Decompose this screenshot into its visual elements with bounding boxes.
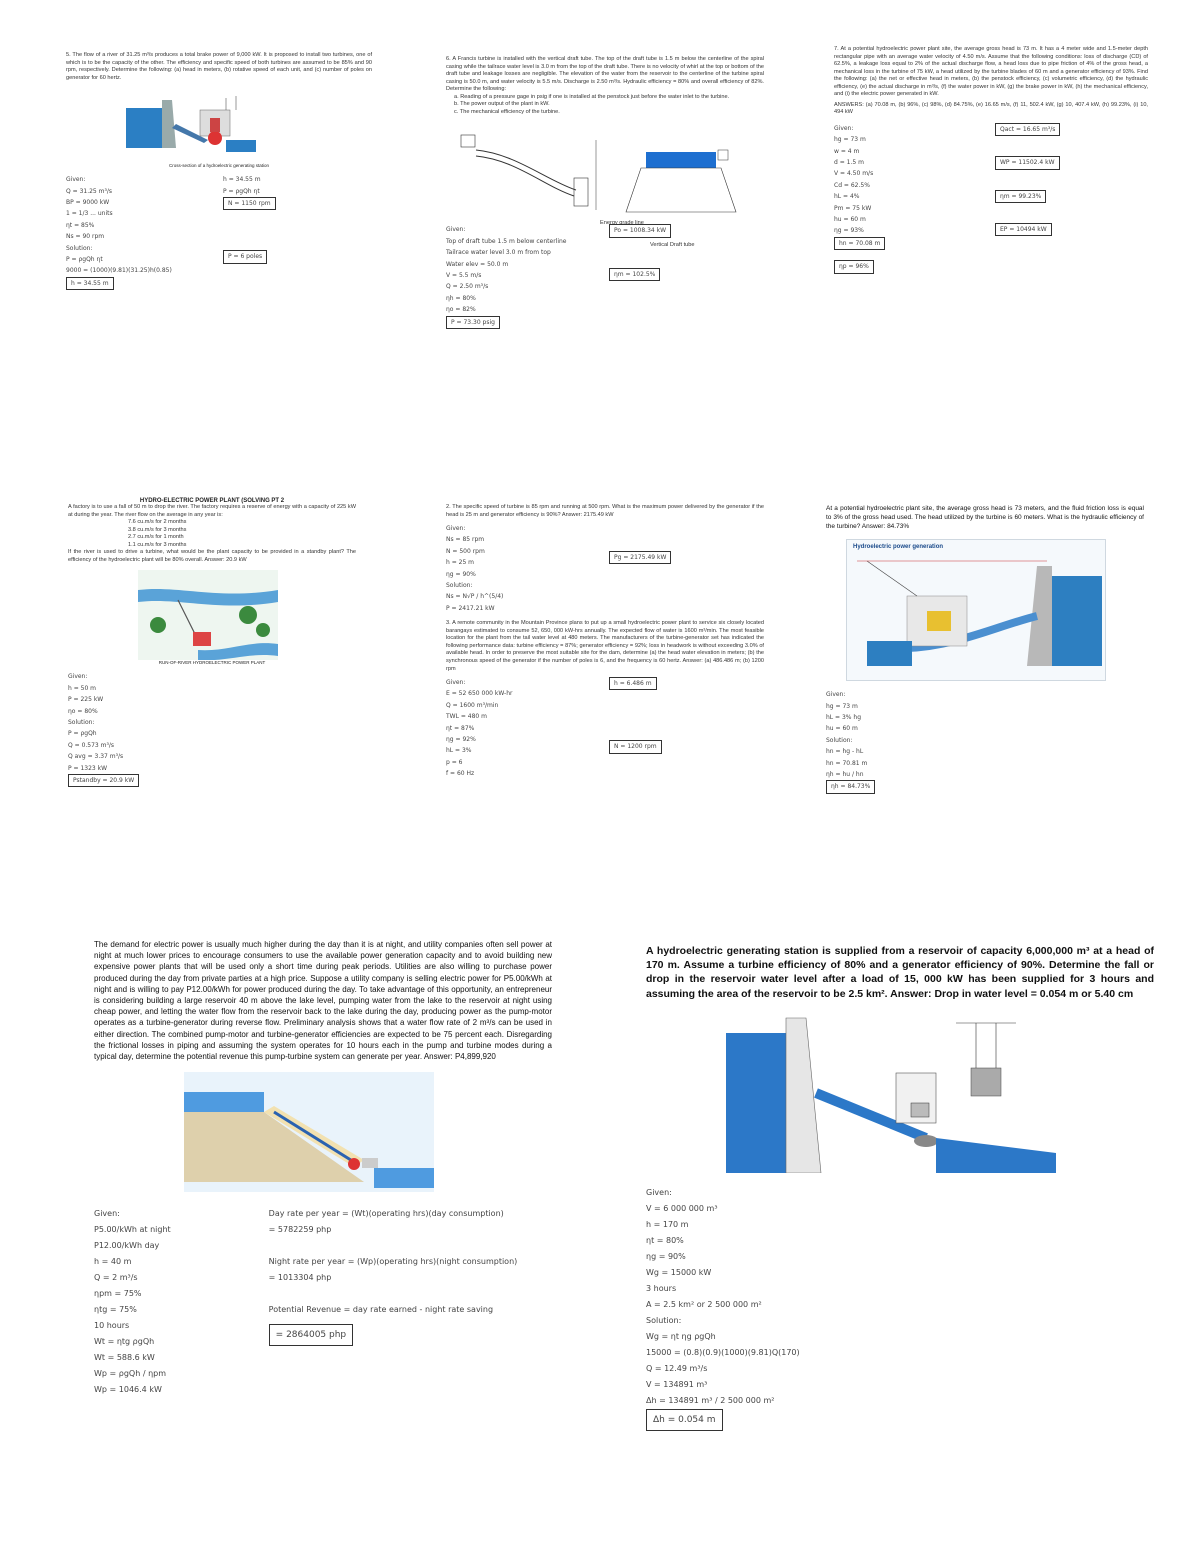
given-line: BP = 9000 kW xyxy=(66,198,110,206)
work-line: Solution: xyxy=(68,718,95,726)
problem-6-text: 6. A Francis turbine is installed with the vertical draft tube. The top of the draft tube is 1.5 m below the centerline of the spiral casing while the tailrace water level is 3.0 m from the top of the draft tube. There is no velocity of whirl at the top or bottom of the draft tube and leakage losses are negligible. The elevation of the water from the reservoir to the centerline of the turbine spiral casing is 50.0 m, and water velocity is 5.5 m/s. Discharge is 2.50 m³/s. Hydraulic efficiency = 80% and overall efficiency of 82%. Determine the following: xyxy=(446,56,764,93)
answer-box: WP = 11502.4 kW xyxy=(995,156,1060,169)
given-line: Given: xyxy=(446,226,466,234)
work-line: Solution: xyxy=(826,736,853,744)
given-line: ηt = 87% xyxy=(446,724,475,732)
work-line: hL = 3% hg xyxy=(826,714,862,722)
pump-storage-diagram xyxy=(184,1072,434,1192)
given-line: V = 4.50 m/s xyxy=(834,170,874,178)
solution-line: Solution: xyxy=(66,244,93,252)
work-line: Given: xyxy=(826,691,846,699)
work-line: Wt = ηtg ρgQh xyxy=(94,1337,155,1347)
work-line: Day rate per year = (Wt)(operating hrs)(day consumption) xyxy=(268,1209,504,1219)
problem-2-text: 2. The specific speed of turbine is 85 rpm and running at 500 rpm. What is the maximum power delivered by the generator if the head is 25 m and generator efficiency is 90%? Answer: 2175.49 kW xyxy=(446,504,764,518)
diagram-title: Hydroelectric power generation xyxy=(853,544,944,551)
problem-text-2: If the river is used to drive a turbine, what would be the plant capacity to be provided in a standby plant? The efficiency of the hydroelectric plant will be 80% overall. Answer: 20.9 kW xyxy=(68,549,356,563)
given-line: Wg = 15000 kW xyxy=(646,1267,712,1277)
work-line: ηh = hu / hn xyxy=(826,771,864,779)
given-line: h = 170 m xyxy=(646,1219,689,1229)
work-line: h = 50 m xyxy=(68,684,97,692)
answer-box: Po = 1008.34 kW xyxy=(609,224,671,237)
work-line: V = 134891 m³ xyxy=(646,1379,708,1389)
given-line: hu = 60 m xyxy=(834,216,866,224)
solution-line: 9000 = (1000)(9.81)(31.25)h(0.85) xyxy=(66,267,172,275)
work-line: hg = 73 m xyxy=(826,702,858,710)
answer-box: N = 1200 rpm xyxy=(609,740,662,753)
energy-grade-label: Energy grade line xyxy=(600,220,644,226)
given-line: A = 2.5 km² or 2 500 000 m² xyxy=(646,1299,762,1309)
given-line: Top of draft tube 1.5 m below centerline xyxy=(446,237,567,245)
diagram-caption: Cross-section of a hydroelectric generating station xyxy=(168,163,270,169)
problem-7-answers: ANSWERS: (a) 70.08 m, (b) 96%, (c) 98%, (d) 84.75%, (e) 16.65 m/s, (f) 11, 502.4 kW, (g) 10, 407.4 kW, (h) 99.23%, (i) 10, 494 kW xyxy=(834,101,1148,116)
work-line: P = 2417.21 kW xyxy=(446,604,495,612)
answer-box: Δh = 0.054 m xyxy=(646,1409,723,1431)
given-line: w = 4 m xyxy=(834,147,860,155)
worksheet-page-1 xyxy=(60,48,378,478)
worksheet-page-6 xyxy=(820,500,1150,910)
work-line: h = 25 m xyxy=(446,559,475,567)
given-line: P12.00/kWh day xyxy=(94,1241,160,1251)
work-line: Night rate per year = (Wp)(operating hrs)(night consumption) xyxy=(268,1257,518,1267)
problem-text: A hydroelectric generating station is supplied from a reservoir of capacity 6,000,000 m³ at a head of 170 m. Assume a turbine efficiency of 80% and a generator efficiency of 90%. Determine the fall or drop in the reservoir water level after a load of 15, 000 kW has been supplied for 3 hours and assuming the area of the reservoir to be 2.5 km². Answer: Drop in water level = 0.054 m or 5.40 cm xyxy=(646,945,1154,1000)
given-line: hL = 4% xyxy=(834,193,860,201)
given-line: Given: xyxy=(66,176,86,184)
given-line: ηt = 80% xyxy=(646,1235,684,1245)
worksheet-page-7 xyxy=(88,935,558,1535)
worksheet-page-3 xyxy=(828,42,1154,462)
work-line: Wp = 1046.4 kW xyxy=(94,1385,162,1395)
diagram-caption: RUN-OF-RIVER HYDROELECTRIC POWER PLANT xyxy=(158,660,266,666)
hydro-station-diagram xyxy=(726,1013,1056,1173)
answer-box: Pg = 2175.49 kW xyxy=(609,551,671,564)
flow-item: 2.7 cu.m/s for 1 month xyxy=(128,534,184,541)
work-line: Wt = 588.6 kW xyxy=(94,1353,155,1363)
given-line: ηtg = 75% xyxy=(94,1305,137,1315)
given-line: ηg = 93% xyxy=(834,227,864,235)
work-line: Wg = ηt ηg ρgQh xyxy=(646,1331,716,1341)
given-line: Water elev = 50.0 m xyxy=(446,260,509,268)
work-line: N = 500 rpm xyxy=(446,547,485,555)
problem-7-text: 7. At a potential hydroelectric power plant site, the average gross head is 73 m. It has a 4 meter wide and 1.5-meter depth rectangular pipe with an average water velocity of 4.50 m/s. Assume that the following conditions: loss of discharge (CD) of 62.5%, a leakage loss equal to 2% of the actual discharge flow, a head loss due to pipe friction of 4% of the gross head, a mechanical loss in the turbine of 75 kW, a head utilized by the turbine blades of 60 m and a generator efficiency of 93%. Find the following: (a) the net or effective head in meters, (b) the penstock efficiency, (c) volumetric efficiency, (d) the hydraulic efficiency, (e) the actual discharge in m³/s, (f) the water power in kW, (g) the brake power in kW, (h) the mechanical efficiency, and (i) the electric power generated in kW. xyxy=(834,46,1148,98)
given-line: ηt = 85% xyxy=(66,221,95,229)
given-line: hg = 73 m xyxy=(834,136,866,144)
problem-3-text: 3. A remote community in the Mountain Province plans to put up a small hydroelectric power plant to service six closely located barangays estimated to consume 52, 650, 000 kW-hrs annually. The expected flow of water is 1600 m³/min. The most feasible location for the plant from the tail water level at 480 meters. The manufacturers of the turbine-generator set has indicated the following performance data: turbine efficiency = 87%; generator efficiency = 92%; loss in headwork is without exceeding 3.0% of available head. In order to preserve the most suitable site for the dam, determine (a) the head water elevation in meters; (b) the synchronous speed of the generator if the number of poles is 6, and the frequency is 60 hertz. Answer: (a) 486.486 m; (b) 1200 rpm xyxy=(446,620,764,672)
given-line: ηo = 82% xyxy=(446,306,476,314)
hydro-diagram-box xyxy=(846,539,1106,681)
given-line: d = 1.5 m xyxy=(834,159,864,167)
given-line: TWL = 480 m xyxy=(446,713,487,721)
given-line: Ns = 90 rpm xyxy=(66,233,105,241)
problem-text: The demand for electric power is usually much higher during the day than it is at night, and utility companies often sell power at night at much lower prices to encourage consumers to use the available power generation capacity and to avoid building new expensive power plants that will be used only a short time during peak periods. Utilities are also willing to purchase power produced during the day from private parties at a high price. Suppose a utility company is selling electric power for P5.00/kWh at night and is willing to pay P12.00/kWh for power produced during the day. To take advantage of this opportunity, an entrepreneur is considering building a large reservoir 40 m above the lake level, pumping water from the lake to the reservoir at night using cheap power, and letting the water flow from the reservoir back to the lake during the day, producing power as the pump-motor operates as a turbine-generator during reverse flow. Preliminary analysis shows that a water flow rate of 2 m³/s can be used in either direction. The combined pump-motor and turbine-generator efficiencies are expected to be 75 percent each. Disregarding the frictional losses in piping and assuming the system operates for 10 hours each in the pump and turbine modes during a typical day, determine the potential revenue this pump-turbine system can generate per year. Answer: P4,899,920 xyxy=(94,940,552,1061)
given-line: ηh = 80% xyxy=(446,294,476,302)
problem-text: At a potential hydroelectric plant site, the average gross head is 73 meters, and the fluid friction loss is equal to 3% of the gross head used. The head utilized by the turbine is 60 meters. What is the hydraulic efficiency of the turbine? Answer: 84.73% xyxy=(826,505,1144,531)
francis-turbine-diagram xyxy=(446,120,756,220)
worksheet-page-2 xyxy=(440,52,770,452)
given-line: 10 hours xyxy=(94,1321,130,1331)
worksheet-page-4 xyxy=(62,494,362,904)
work-line: = 5782259 php xyxy=(268,1225,332,1235)
work-line: hn = hg - hL xyxy=(826,748,864,756)
work-line: P = 225 kW xyxy=(68,696,104,704)
work-line: Δh = 134891 m³ / 2 500 000 m² xyxy=(646,1395,775,1405)
given-line: ηpm = 75% xyxy=(94,1289,142,1299)
problem-text: A factory is to use a fall of 50 m to drop the river. The factory requires a reserve of energy with a capacity of 225 kW at during the year. The river flow on the average in any year is: xyxy=(68,504,356,518)
work-line: P = ρgQh ηt xyxy=(223,187,260,195)
work-line: Solution: xyxy=(646,1315,682,1325)
given-line: Q = 2.50 m³/s xyxy=(446,283,489,291)
work-line: 15000 = (0.8)(0.9)(1000)(9.81)Q(170) xyxy=(646,1347,800,1357)
answer-box: ηm = 102.5% xyxy=(609,268,660,281)
work-line: hn = 70.81 m xyxy=(826,759,868,767)
work-line: h = 34.55 m xyxy=(223,176,261,184)
draft-tube-label: Vertical Draft tube xyxy=(650,242,695,248)
given-line: Q = 2 m³/s xyxy=(94,1273,138,1283)
given-line: ηg = 90% xyxy=(646,1251,686,1261)
run-of-river-diagram xyxy=(138,570,278,660)
given-line: V = 6 000 000 m³ xyxy=(646,1203,718,1213)
given-line: 3 hours xyxy=(646,1283,677,1293)
given-line: Tailrace water level 3.0 m from top xyxy=(446,249,551,257)
answer-box: ηh = 84.73% xyxy=(826,780,875,793)
work-line: Ns = 85 rpm xyxy=(446,536,485,544)
flow-item: 1.1 cu.m/s for 3 months xyxy=(128,541,187,548)
answer-box: P = 6 poles xyxy=(223,250,267,263)
answer-box: = 2864005 php xyxy=(269,1324,353,1346)
given-line: Given: xyxy=(94,1209,120,1219)
problem-6-item-c: c. The mechanical efficiency of the turbine. xyxy=(454,108,560,115)
problem-6-item-b: b. The power output of the plant in kW. xyxy=(454,101,550,108)
work-line: ηg = 90% xyxy=(446,570,476,578)
answer-box: ηm = 99.23% xyxy=(995,190,1046,203)
work-line: hu = 60 m xyxy=(826,725,858,733)
given-line: E = 52 650 000 kW-hr xyxy=(446,690,513,698)
flow-item: 7.6 cu.m/s for 2 months xyxy=(128,519,187,526)
answer-box: Qact = 16.65 m³/s xyxy=(995,123,1060,136)
page-title: HYDRO-ELECTRIC POWER PLANT (SOLVING PT 2 xyxy=(139,498,285,504)
work-line: ηo = 80% xyxy=(68,707,98,715)
work-line: Given: xyxy=(446,525,466,533)
work-line: Q = 0.573 m³/s xyxy=(68,741,115,749)
given-line: Q = 31.25 m³/s xyxy=(66,187,113,195)
work-line: Ns = N√P / h^(5/4) xyxy=(446,593,504,601)
given-line: Given: xyxy=(646,1187,672,1197)
work-line: Wp = ρgQh / ηpm xyxy=(94,1369,167,1379)
given-line: Q = 1600 m³/min xyxy=(446,701,499,709)
given-line: f = 60 Hz xyxy=(446,770,475,778)
work-line: Solution: xyxy=(446,582,473,590)
given-line: Pm = 75 kW xyxy=(834,204,872,212)
given-line: h = 40 m xyxy=(94,1257,132,1267)
given-line: Given: xyxy=(446,679,466,687)
hydro-generation-illustration xyxy=(847,556,1103,678)
hydro-station-diagram xyxy=(126,88,256,163)
answer-box: h = 34.55 m xyxy=(66,277,114,290)
given-line: Given: xyxy=(834,124,854,132)
work-line: Q = 12.49 m³/s xyxy=(646,1363,708,1373)
given-line: hL = 3% xyxy=(446,747,472,755)
given-line: 1 = 1/3 ... units xyxy=(66,210,113,218)
answer-box: ηp = 96% xyxy=(834,260,874,273)
given-line: ηg = 92% xyxy=(446,736,476,743)
answer-box: EP = 10494 kW xyxy=(995,223,1052,236)
work-line: Q avg = 3.37 m³/s xyxy=(68,753,124,761)
work-line: P = ρgQh xyxy=(68,730,97,738)
answer-box: hn = 70.08 m xyxy=(834,237,885,250)
answer-box: N = 1150 rpm xyxy=(223,197,276,210)
given-line: p = 6 xyxy=(446,758,463,766)
answer-box: Pstandby = 20.9 kW xyxy=(68,774,139,787)
problem-6-item-a: a. Reading of a pressure gage in psig if one is installed at the penstock just before the water inlet to the turbine. xyxy=(454,93,730,100)
work-line: P = 1323 kW xyxy=(68,764,108,772)
given-line: Cd = 62.5% xyxy=(834,181,870,189)
answer-box: P = 73.30 psig xyxy=(446,316,500,329)
work-line: Given: xyxy=(68,673,88,681)
work-line: Potential Revenue = day rate earned - night rate saving xyxy=(268,1305,494,1315)
solution-line: P = ρgQh ηt xyxy=(66,255,103,263)
problem-5-text: 5. The flow of a river of 31.25 m³/s produces a total brake power of 9,000 kW. It is proposed to install two turbines, one of which is to be the capacity of the other. The efficiency and specific speed of both turbines are assumed to be 85% and 90 rpm, respectively. Determine the following: (a) head in meters, (b) rotative speed of each unit, and (c) number of poles on generator for 60 hertz. xyxy=(66,52,372,81)
flow-item: 3.8 cu.m/s for 3 months xyxy=(128,526,187,533)
answer-box: h = 6.486 m xyxy=(609,677,657,690)
given-line: P5.00/kWh at night xyxy=(94,1225,171,1235)
worksheet-page-5 xyxy=(440,500,770,910)
worksheet-page-8 xyxy=(640,940,1160,1540)
given-line: V = 5.5 m/s xyxy=(446,271,482,279)
work-line: = 1013304 php xyxy=(268,1273,332,1283)
